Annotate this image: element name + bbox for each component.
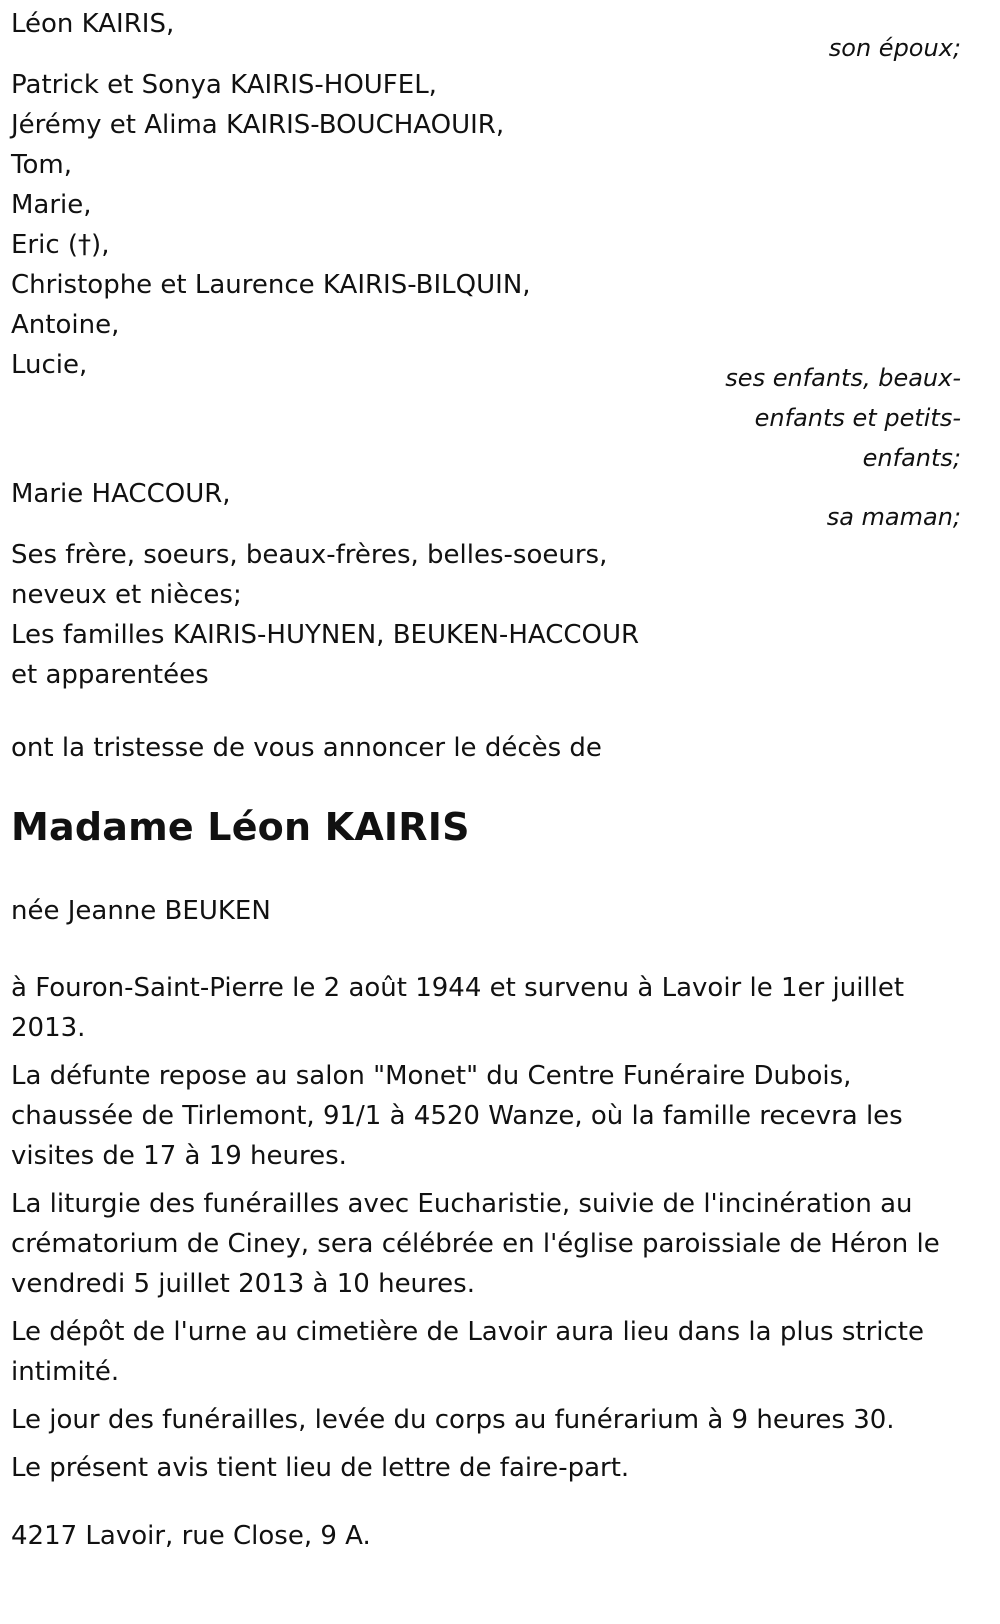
deceased-title: Madame Léon KAIRIS: [11, 805, 470, 849]
children-role-line: enfants et petits-: [754, 404, 961, 432]
children-line: Jérémy et Alima KAIRIS-BOUCHAOUIR,: [11, 110, 505, 140]
children-list: [11, 65, 531, 385]
notice-paragraph: Le présent avis tient lieu de lettre de faire-part.: [11, 1453, 630, 1483]
children-line: Marie,: [11, 190, 92, 220]
notice-paragraph: La liturgie des funérailles avec Eucharistie, suivie de l'incinération au crématorium de Ciney, sera célébrée en l'église paroissiale de Héron le vendredi 5 juillet 2013 à 10 heures.: [11, 1189, 940, 1299]
birth-name: née Jeanne BEUKEN: [11, 896, 271, 926]
family-line: Ses frère, soeurs, beaux-frères, belles-soeurs,: [11, 540, 608, 570]
spouse-role: son époux;: [828, 34, 961, 62]
notice-body: [11, 968, 961, 1488]
mother-role: sa maman;: [826, 503, 961, 531]
children-line: Eric (†),: [11, 230, 110, 260]
family-list: [11, 535, 639, 695]
notice-paragraph: à Fouron-Saint-Pierre le 2 août 1944 et survenu à Lavoir le 1er juillet 2013.: [11, 973, 905, 1043]
family-line: Les familles KAIRIS-HUYNEN, BEUKEN-HACCOUR: [11, 620, 640, 650]
children-role-line: enfants;: [862, 444, 961, 472]
children-line: Tom,: [11, 150, 72, 180]
spouse-name: Léon KAIRIS,: [11, 9, 175, 39]
notice-paragraph: Le jour des funérailles, levée du corps au funérarium à 9 heures 30.: [11, 1405, 895, 1435]
family-line: neveux et nièces;: [11, 580, 242, 610]
children-line: Christophe et Laurence KAIRIS-BILQUIN,: [11, 270, 531, 300]
children-role-line: ses enfants, beaux-: [725, 364, 961, 392]
children-line: Antoine,: [11, 310, 120, 340]
family-line: et apparentées: [11, 660, 209, 690]
mother-name: Marie HACCOUR,: [11, 479, 231, 509]
family-address: 4217 Lavoir, rue Close, 9 A.: [11, 1521, 371, 1551]
announcement-text: ont la tristesse de vous annoncer le décès de: [11, 733, 602, 763]
children-line: Patrick et Sonya KAIRIS-HOUFEL,: [11, 70, 437, 100]
notice-paragraph: Le dépôt de l'urne au cimetière de Lavoir aura lieu dans la plus stricte intimité.: [11, 1317, 924, 1387]
notice-paragraph: La défunte repose au salon "Monet" du Centre Funéraire Dubois, chaussée de Tirlemont, 91/1 à 4520 Wanze, où la famille recevra les visites de 17 à 19 heures.: [11, 1061, 903, 1171]
children-role: [725, 358, 961, 478]
children-line: Lucie,: [11, 350, 88, 380]
